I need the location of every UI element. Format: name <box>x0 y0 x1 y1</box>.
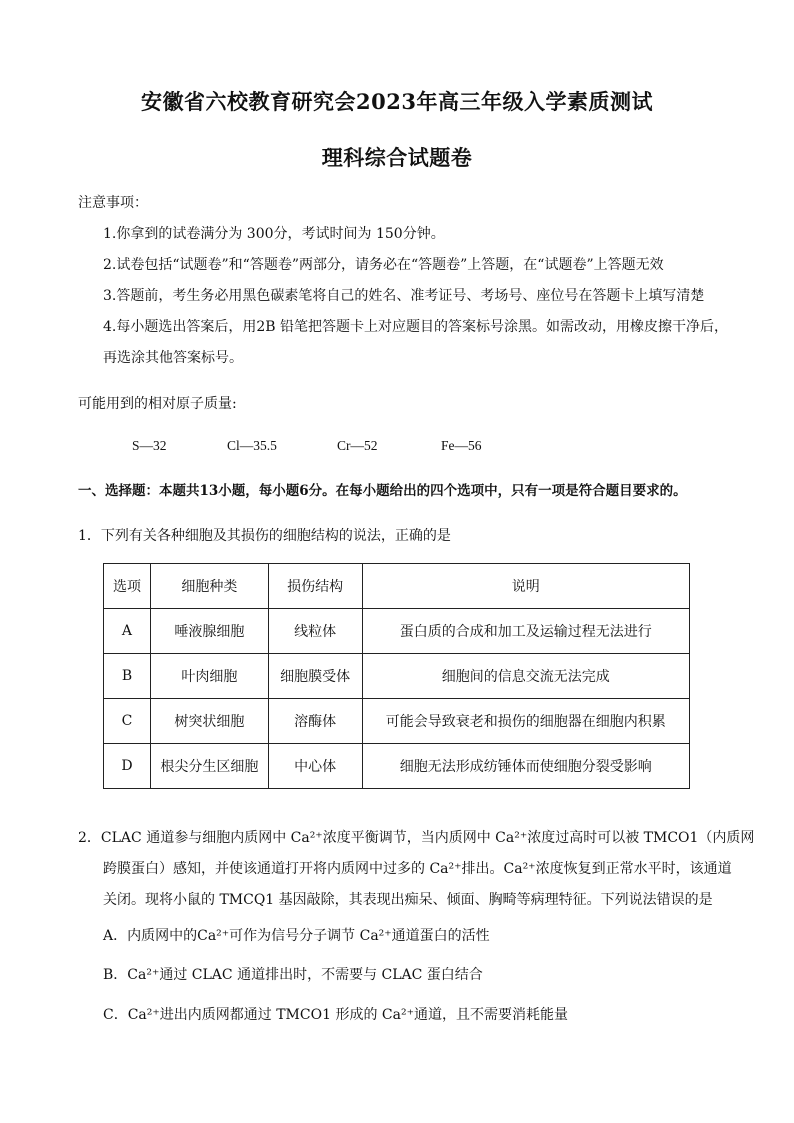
table-header-cell: 说明 <box>362 564 689 609</box>
table-row <box>104 609 690 654</box>
table-cell: 唾液腺细胞 <box>150 609 268 654</box>
question-2-option-c: C．Ca²⁺进出内质网都通过 TMCO1 形成的 Ca²⁺通道，且不需要消耗能量 <box>103 1007 568 1023</box>
table-header-cell: 细胞种类 <box>150 564 268 609</box>
table-header-cell: 选项 <box>104 564 151 609</box>
notice-item: 4.每小题选出答案后，用2B 铅笔把答题卡上对应题目的答案标号涂黑。如需改动，用橡皮擦干净后， <box>103 319 729 335</box>
table-cell: 叶肉细胞 <box>150 654 268 699</box>
question-2-stem-line: 跨膜蛋白）感知，并使该通道打开将内质网中过多的 Ca²⁺排出。Ca²⁺浓度恢复到正常水平时，该通道 <box>103 861 732 877</box>
notice-item: 3.答题前，考生务必用黑色碳素笔将自己的姓名、准考证号、考场号、座位号在答题卡上填写清楚 <box>103 288 705 304</box>
atomic-mass-cr: Cr—52 <box>337 438 378 453</box>
table-row <box>104 654 690 699</box>
atomic-mass-cl: Cl—35.5 <box>227 438 277 453</box>
table-cell: 蛋白质的合成和加工及运输过程无法进行 <box>362 609 689 654</box>
table-cell: 树突状细胞 <box>150 699 268 744</box>
exam-title: 安徽省六校教育研究会2023年高三年级入学素质测试 <box>141 89 653 114</box>
table-cell: 可能会导致衰老和损伤的细胞器在细胞内积累 <box>362 699 689 744</box>
table-cell: A <box>104 609 151 654</box>
question-2-stem-line: 2．CLAC 通道参与细胞内质网中 Ca²⁺浓度平衡调节，当内质网中 Ca²⁺浓度过高时可以被 TMCO1（内质网 <box>78 830 755 846</box>
table-header-row <box>104 564 690 609</box>
table-header-cell: 损伤结构 <box>268 564 362 609</box>
table-cell: 细胞无法形成纺锤体而使细胞分裂受影响 <box>362 744 689 789</box>
question-1-stem: 1．下列有关各种细胞及其损伤的细胞结构的说法，正确的是 <box>78 528 451 544</box>
table-cell: 细胞间的信息交流无法完成 <box>362 654 689 699</box>
notice-item: 2.试卷包括“试题卷”和“答题卷”两部分，请务必在“答题卷”上答题，在“试题卷”上答题无效 <box>103 257 664 273</box>
question-2-option-b: B．Ca²⁺通过 CLAC 通道排出时，不需要与 CLAC 蛋白结合 <box>103 967 483 983</box>
table-cell: 线粒体 <box>268 609 362 654</box>
notice-item: 再选涂其他答案标号。 <box>103 350 243 366</box>
exam-subtitle: 理科综合试题卷 <box>321 145 473 170</box>
table-cell: C <box>104 699 151 744</box>
table-cell: 溶酶体 <box>268 699 362 744</box>
notice-heading: 注意事项： <box>78 195 148 211</box>
notice-item: 1.你拿到的试卷满分为 300分，考试时间为 150分钟。 <box>103 226 445 242</box>
question-2-stem-line: 关闭。现将小鼠的 TMCQ1 基因敲除，其表现出痴呆、倾面、胸畸等病理特征。下列说法错误的是 <box>103 892 713 908</box>
table-cell: 根尖分生区细胞 <box>150 744 268 789</box>
atomic-mass-fe: Fe—56 <box>441 438 482 453</box>
table-cell: D <box>104 744 151 789</box>
table-cell: 中心体 <box>268 744 362 789</box>
atomic-mass-label: 可能用到的相对原子质量: <box>78 396 237 412</box>
table-row <box>104 744 690 789</box>
section-heading: 一、选择题：本题共13小题，每小题6分。在每小题给出的四个选项中，只有一项是符合题目要求的。 <box>78 483 687 499</box>
table-row <box>104 699 690 744</box>
atomic-mass-s: S—32 <box>132 438 167 453</box>
table-cell: B <box>104 654 151 699</box>
question-1-table <box>103 563 690 789</box>
question-2-option-a: A．内质网中的Ca²⁺可作为信号分子调节 Ca²⁺通道蛋白的活性 <box>103 928 490 944</box>
table-cell: 细胞膜受体 <box>268 654 362 699</box>
